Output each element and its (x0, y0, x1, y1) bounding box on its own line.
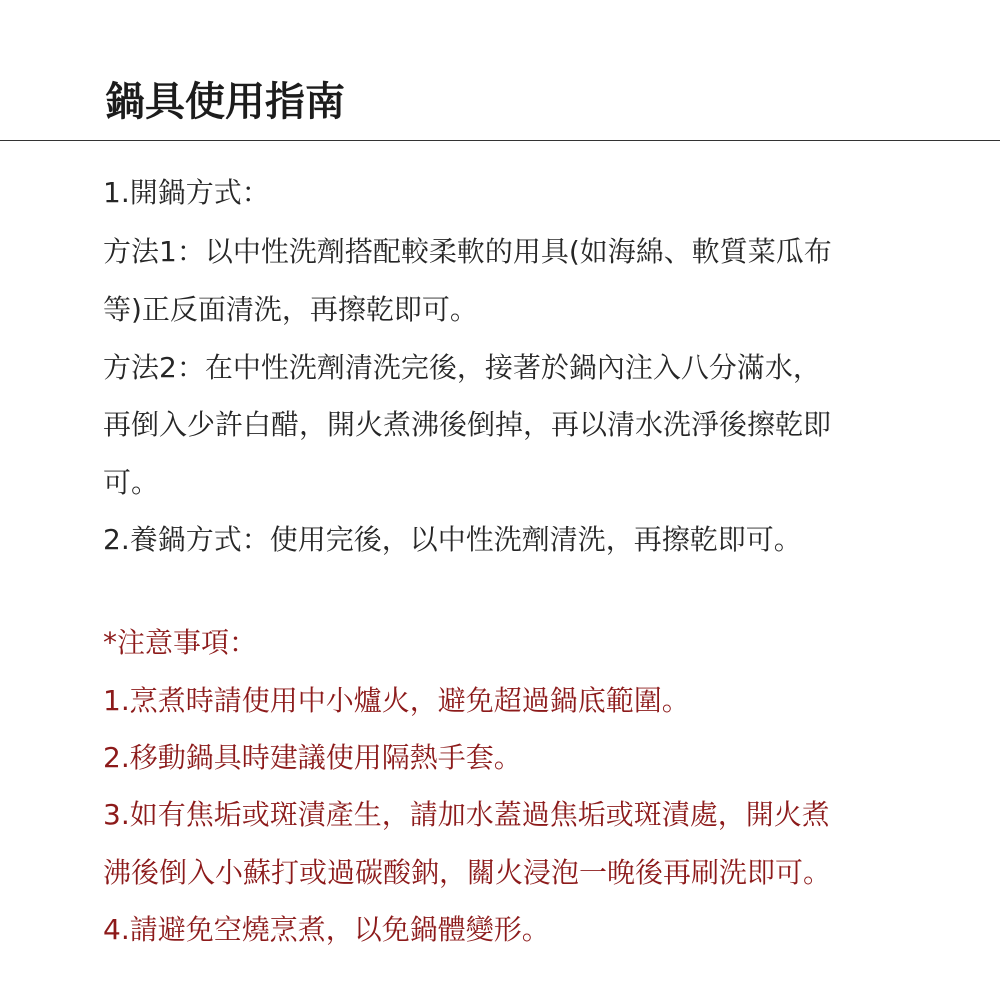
page-title: 鍋具使用指南 (105, 79, 345, 125)
instruction-line: 1.開鍋方式： (103, 176, 270, 209)
note-line: 2.移動鍋具時建議使用隔熱手套。 (103, 741, 522, 774)
note-line: 3.如有焦垢或斑漬產生，請加水蓋過焦垢或斑漬處，開火煮 (103, 798, 830, 831)
notes-heading: *注意事項： (103, 626, 258, 659)
note-line: 4.請避免空燒烹煮，以免鍋體變形。 (103, 913, 550, 946)
instruction-line: 方法1：以中性洗劑搭配較柔軟的用具(如海綿、軟質菜瓜布 (103, 235, 832, 268)
note-line: 沸後倒入小蘇打或過碳酸鈉，關火浸泡一晚後再刷洗即可。 (103, 856, 832, 889)
instruction-line: 2.養鍋方式：使用完後，以中性洗劑清洗，再擦乾即可。 (103, 523, 802, 556)
instruction-line: 等)正反面清洗，再擦乾即可。 (103, 293, 478, 326)
note-line: 1.烹煮時請使用中小爐火，避免超過鍋底範圍。 (103, 684, 690, 717)
instruction-line: 方法2：在中性洗劑清洗完後，接著於鍋內注入八分滿水， (103, 351, 821, 384)
instruction-line: 再倒入少許白醋，開火煮沸後倒掉，再以清水洗淨後擦乾即 (103, 408, 832, 441)
instruction-line: 可。 (103, 466, 160, 499)
title-divider (0, 140, 1000, 141)
